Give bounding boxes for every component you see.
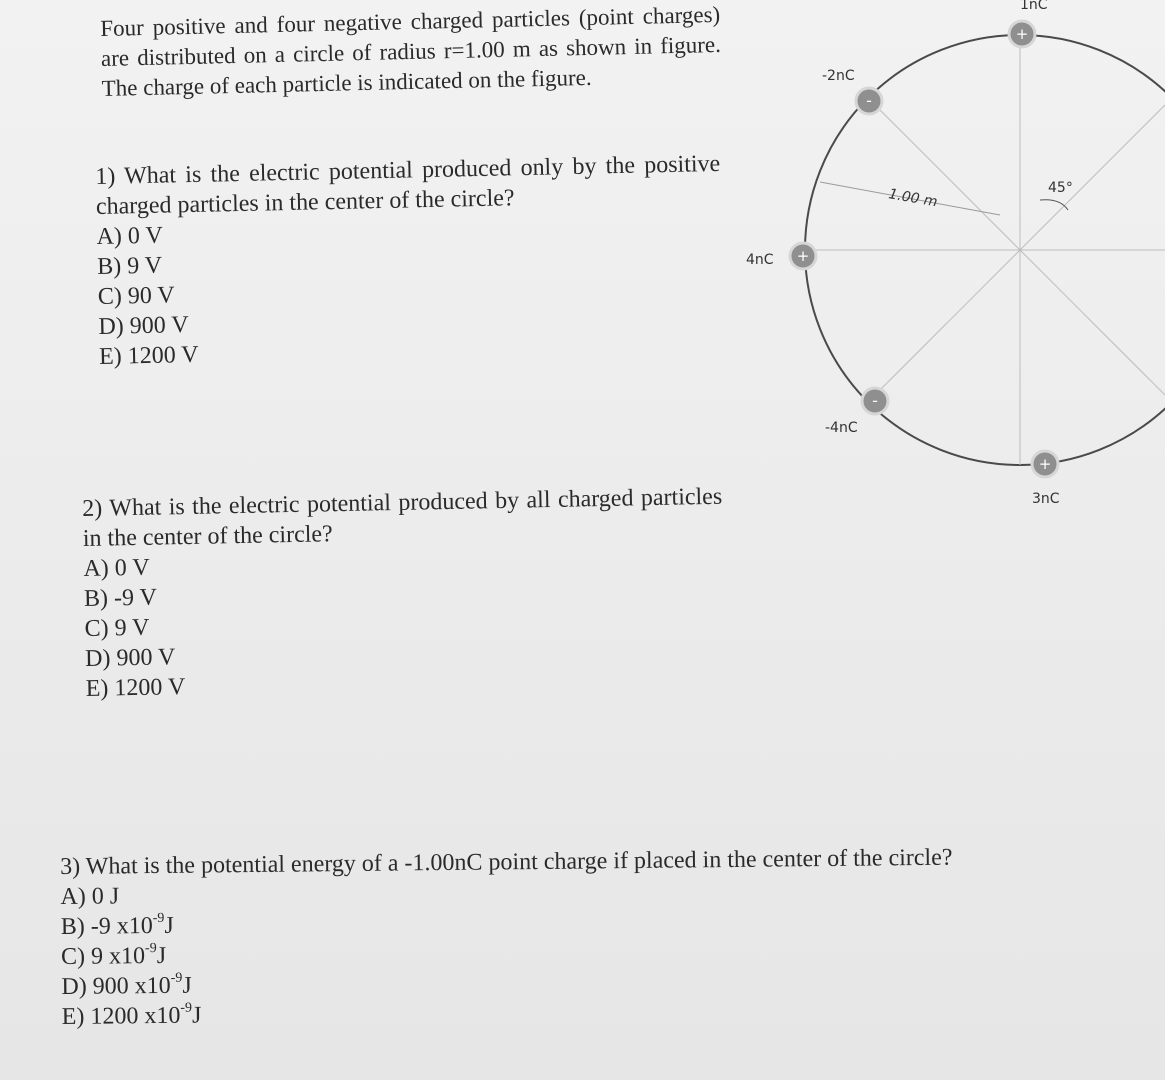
- question-1-stem: 1) What is the electric potential produced only by the positive charged particles in the center of the circle?: [95, 150, 721, 220]
- question-3-option-b: B) -9 $x10^{-9}J$: [60, 910, 174, 940]
- question-2-option-a: A) 0 V: [83, 554, 150, 582]
- radius-label: 1.00 m: [887, 186, 939, 211]
- charge-lower-left-negative: [825, 388, 888, 436]
- question-3-stem: 3) What is the potential energy of a -1.00nC point charge if placed in the center of the circle?: [60, 844, 953, 880]
- question-1-option-d: D) 900 V: [98, 312, 189, 340]
- charge-bottom-positive: [1032, 451, 1060, 507]
- charge-top-label: 1nC: [1020, 0, 1048, 13]
- question-2-option-b: B) -9 V: [83, 584, 158, 612]
- charge-bottom-label: 3nC: [1032, 491, 1060, 507]
- charge-upper-left-negative: [822, 68, 882, 114]
- charge-lower-left-label: -4nC: [825, 420, 858, 436]
- charge-left-label: 4nC: [746, 252, 774, 268]
- angle-arc: [1040, 200, 1068, 210]
- question-3-option-c: C) 9 $x10^{-9}J$: [60, 940, 167, 970]
- charge-upper-left-label: -2nC: [822, 68, 855, 84]
- charge-lower-left-sign: -: [872, 391, 878, 410]
- question-3-option-d: D) 900 $x10^{-9}J$: [61, 970, 192, 1000]
- question-2-option-c: C) 9 V: [84, 614, 150, 642]
- question-2-option-d: D) 900 V: [84, 644, 176, 672]
- angle-label: 45°: [1048, 180, 1073, 196]
- charge-left-positive: [746, 243, 816, 269]
- charge-left-sign: +: [796, 247, 810, 265]
- question-1-option-b: B) 9 V: [96, 252, 163, 280]
- question-2-stem: 2) What is the electric potential produced by all charged particles in the center of the circle?: [82, 483, 723, 552]
- question-1-option-a: A) 0 V: [96, 222, 164, 250]
- charge-top-sign: +: [1015, 25, 1029, 43]
- question-1-option-c: C) 90 V: [97, 282, 175, 310]
- charge-bottom-sign: +: [1038, 455, 1052, 473]
- question-3-option-a: A) 0 J: [60, 883, 120, 910]
- charge-upper-left-sign: -: [866, 91, 872, 110]
- question-2-option-e: E) 1200 V: [85, 674, 186, 702]
- question-3-option-e: E) 1200 $x10^{-9}J$: [61, 1000, 202, 1030]
- problem-intro: Four positive and four negative charged particles (point charges) are distributed on a circle of radius r=1.00 m as shown in figure. The charge of each particle is indicated on the figure.: [100, 1, 722, 101]
- question-1-option-e: E) 1200 V: [98, 341, 199, 370]
- charge-top-positive: [1009, 0, 1048, 47]
